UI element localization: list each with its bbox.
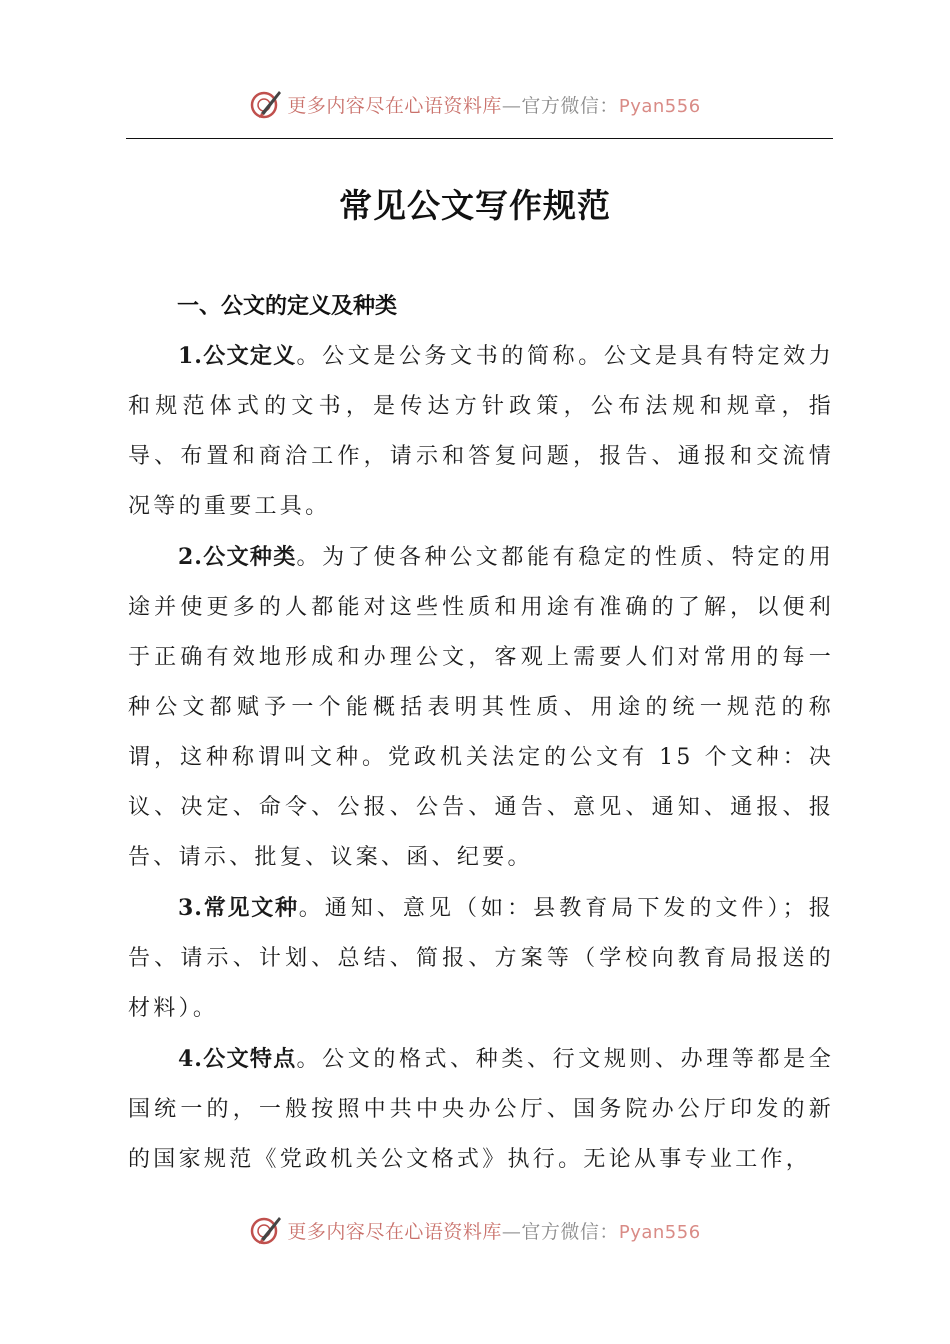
watermark-text: 更多内容尽在心语资料库—官方微信：Pyan556 [287,1220,701,1243]
document-body [128,283,834,1185]
paragraph-features: 4.公文特点。公文的格式、种类、行文规则、办理等都是全国统一的，一般按照中共中央办公厅、国务院办公厅印发的新的国家规范《党政机关公文格式》执行。无论从事专业工作， [128,1046,834,1172]
document-title: 常见公文写作规范 [339,186,611,225]
pen-logo-icon [249,1213,283,1247]
header-watermark [0,84,950,124]
pen-logo-icon [249,87,283,121]
footer-watermark [0,1210,950,1250]
paragraph-definition: 1.公文定义。公文是公务文书的简称。公文是具有特定效力和规范体式的文书，是传达方针政策，公布法规和规章，指导、布置和商洽工作，请示和答复问题，报告、通报和交流情况等的重要工具。 [128,343,834,519]
header-divider [126,138,833,139]
section-heading: 一、公文的定义及种类 [177,294,398,319]
paragraph-common-types: 3.常见文种。通知、意见（如：县教育局下发的文件）；报告、请示、计划、总结、简报、方案等（学校向教育局报送的材料）。 [128,895,834,1021]
watermark-text: 更多内容尽在心语资料库—官方微信：Pyan556 [287,94,701,117]
paragraph-types: 2.公文种类。为了使各种公文都能有稳定的性质、特定的用途并使更多的人都能对这些性质和用途有准确的了解，以便利于正确有效地形成和办理公文，客观上需要人们对常用的每一种公文都赋予一个能概括表明其性质、用途的统一规范的称谓，这种称谓叫文种。党政机关法定的公文有 15 个文种：决议、决定、命令、公报、公告、通告、意见、通知、通报、报告、请示、批复、议案、函、纪要。 [128,544,834,870]
